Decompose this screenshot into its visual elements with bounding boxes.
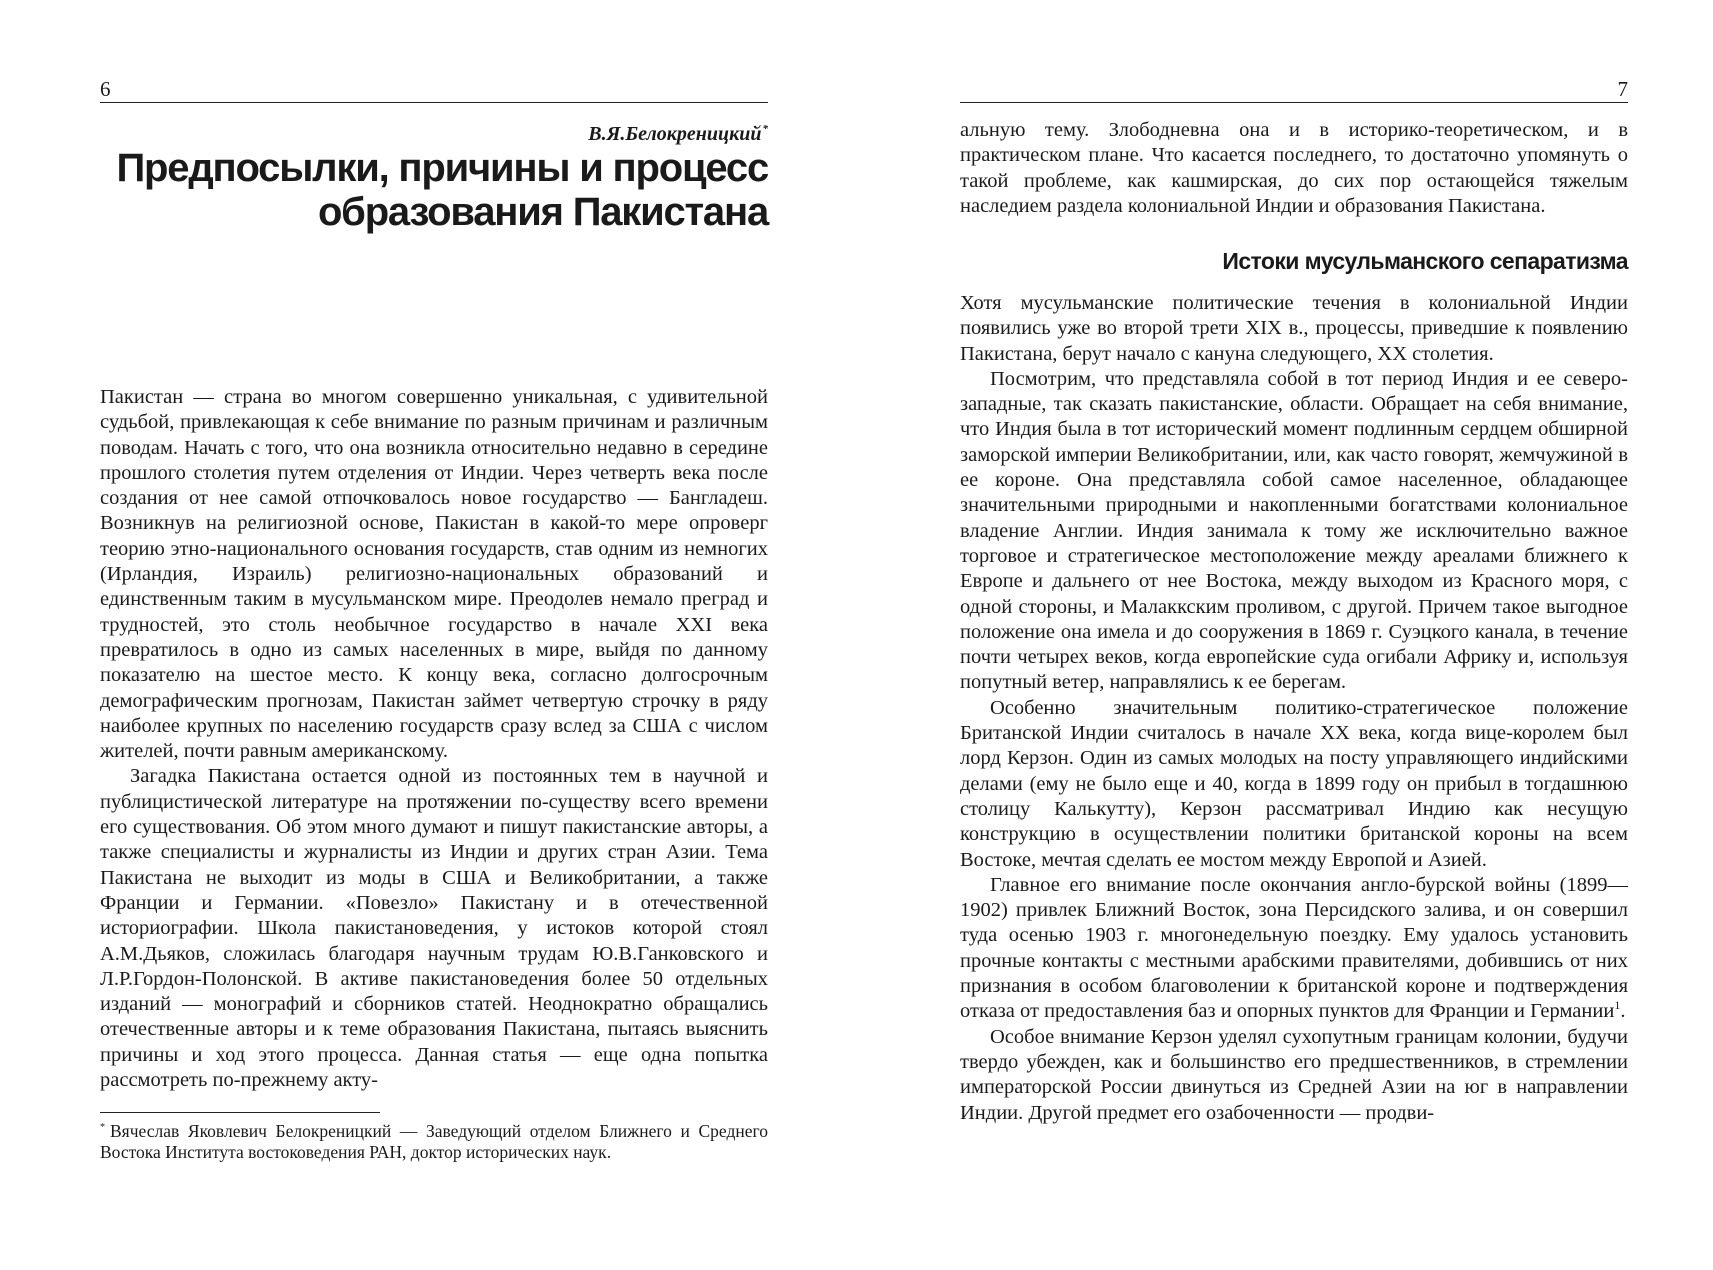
paragraph [960,873,1628,1025]
right-opening-text [960,118,1628,219]
paragraph: альную тему. Злободневна она и в историко-теоретическом, и в практическом плане. Что касается последнего, то достаточно упомянуть о такой проблеме, как кашмирская, до сих пор остающейся тяжелым наследием раздела колониальной Индии и образования Пакистана. [960,119,1628,217]
page-number-left: 6 [100,77,111,101]
title-line-2: образования Пакистана [317,190,768,234]
paragraph: Особое внимание Керзон уделял сухопутным границам колонии, будучи твердо убежден, как и большинство его предшественников, в стремлении императорской России двинуться из Средней Азии на юг в направлении Индии. Другой предмет его озабоченности — продви- [960,1025,1628,1124]
footnote-divider [100,1112,380,1113]
right-body-text [960,291,1628,1126]
title-line-1: Предпосылки, причины и процесс [116,146,768,190]
paragraph: Особенно значительным политико-стратегическое положение Британской Индии считалось в начале XX века, когда вице-королем был лорд Керзон. Один из самых молодых на посту управляющего индийскими делами (ему не было еще и 40, когда в 1899 году он прибыл в тогдашнюю столицу Калькутту), Керзон рассматривал Индию как несущую конструкцию в осуществлении политики британской короны на всем Востоке, мечтая сделать ее мостом между Европой и Азией. [960,696,1628,871]
paragraph: Загадка Пакистана остается одной из постоянных тем в научной и публицистической литературе на протяжении по-существу всего времени его существования. Об этом много думают и пишут пакистанские авторы, а также специалисты и журналисты из Индии и других стран Азии. Тема Пакистана не выходит из моды в США и Великобритании, а также Франции и Германии. «Повезло» Пакистану и в отечественной историографии. Школа пакистановедения, у истоков которой стоял А.М.Дьяков, сложилась благодаря научным трудам Ю.В.Ганковского и Л.Р.Гордон-Полонской. В активе пакистановедения более 50 отдельных изданий — монографий и сборников статей. Неоднократно обращались отечественные авторы и к теме образования Пакистана, пытаясь выяснить причины и ход этого процесса. Данная статья — еще одна попытка рассмотреть по-прежнему акту- [100,765,768,1092]
running-head-left [100,78,768,103]
author-footnote [100,1117,768,1163]
paragraph-end: . [1620,1000,1626,1023]
paragraph-text: Главное его внимание после окончания англо-бурской войны (1899—1902) привлек Ближний Восток, зона Персидского залива, и он совершил туда осенью 1903 г. многонедельную поездку. Ему удалось установить прочные контакты с местными арабскими правителями, добившись от них признания в особом благоволении к британской короне и подтверждения отказа от предоставления баз и опорных пунктов для Франции и Германии [960,873,1628,1023]
article-title [100,146,768,234]
left-body-text [100,385,768,1093]
paragraph: Пакистан — страна во многом совершенно уникальная, с удивительной судьбой, привлекающая к себе внимание по разным причинам и различным поводам. Начать с того, что она возникла относительно недавно в середине прошлого столетия путем отделения от Индии. Через четверть века после создания от нее самой отпочковалось новое государство — Бангладеш. Возникнув на религиозной основе, Пакистан в какой-то мере опроверг теорию этно-национального основания государств, став одним из немногих (Ирландия, Израиль) религиозно-национальных образований и единственным таким в мусульманском мире. Преодолев немало преград и трудностей, это столь необычное государство в начале XXI века превратилось в одно из самых населенных в мире, выйдя по данному показателю на шестое место. К концу века, согласно долгосрочным демографическим прогнозам, Пакистан займет четвертую строчку в ряду наиболее крупных по населению государств сразу вслед за США с числом жителей, почти равным американскому. [100,386,768,763]
left-page [100,0,768,1270]
footnote-reference: 1 [1614,998,1621,1013]
footnote-mark: * [100,1122,105,1133]
paragraph: Посмотрим, что представляла собой в тот период Индия и ее северо-западные, так сказать пакистанские, области. Обращает на себя внимание, что Индия была в тот исторический момент подлинным сердцем обширной заморской империи Великобритании, или, как часто говорят, жемчужиной в ее короне. Она представляла собой самое населенное, обладающее значительными природными и накопленными богатствами колониальное владение Англии. Индия занимала к тому же исключительно важное торговое и стратегическое местоположение между ареалами ближнего к Европе и дальнего от нее Востока, между выходом из Красного моря, с одной стороны, и Малаккским проливом, с другой. Причем такое выгодное положение она имела и до сооружения в 1869 г. Суэцкого канала, в течение почти четырех веков, когда европейские суда огибали Африку и, используя попутный ветер, направлялись к ее берегам. [960,367,1628,694]
author-footnote-mark: * [762,123,768,135]
paragraph: Хотя мусульманские политические течения в колониальной Индии появились уже во второй трети XIX в., процессы, приведшие к появлению Пакистана, берут начало с кануна следующего, XX столетия. [960,292,1628,365]
running-head-right [960,78,1628,103]
page-number-right: 7 [1617,77,1628,101]
author-name: В.Я.Белокреницкий [588,123,762,145]
article-author [588,117,768,146]
right-page [960,0,1628,1270]
footnote-text: Вячеслав Яковлевич Белокреницкий — Заведующий отделом Ближнего и Среднего Востока Института востоковедения РАН, доктор исторических наук. [100,1121,768,1162]
section-heading: Истоки мусульманского сепаратизма [1222,248,1628,274]
